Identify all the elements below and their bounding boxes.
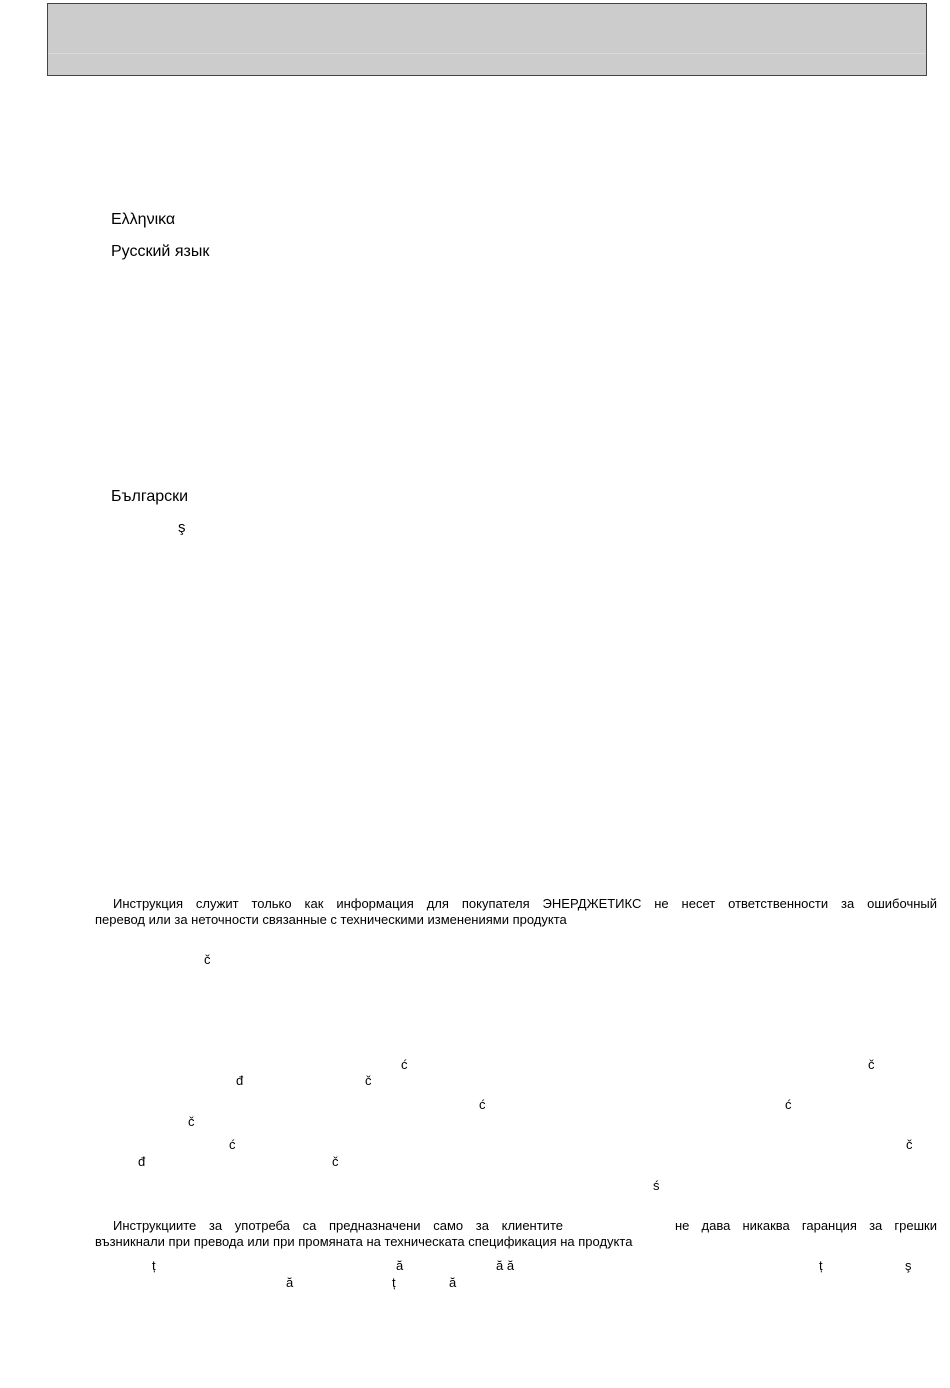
fragment-s-cedilla: ş	[905, 1258, 912, 1273]
fragment-t-comma: ț	[819, 1258, 823, 1273]
disclaimer-bulgarian-line1-start: Инструкциите за употреба са предназначени само за клиентите	[113, 1218, 563, 1233]
header-band	[47, 3, 927, 76]
fragment-t-comma: ț	[392, 1275, 396, 1290]
fragment-d-stroke: đ	[236, 1073, 244, 1088]
language-russian: Русский язык	[111, 243, 210, 260]
disclaimer-bulgarian-line1-end: не дава никаква гаранция за грешки	[675, 1218, 937, 1233]
fragment-t-comma: ț	[152, 1258, 156, 1273]
fragment-a-breve: ă	[396, 1258, 404, 1273]
fragment-a-breve: ă	[286, 1275, 294, 1290]
fragment-c-acute: ć	[401, 1057, 408, 1072]
disclaimer-bulgarian	[95, 1218, 937, 1250]
disclaimer-russian-line1: Инструкция служит только как информация для покупателя ЭНЕРДЖЕТИКС не несет ответственности за ошибочный	[113, 896, 937, 911]
fragment-c-caron: č	[332, 1154, 339, 1169]
fragment-c-caron: č	[868, 1057, 875, 1072]
fragment-c-acute: ć	[229, 1137, 236, 1152]
disclaimer-bulgarian-line2: възникнали при превода или при промяната на техническата спецификация на продукта	[95, 1234, 633, 1249]
fragment-c-caron: č	[204, 952, 211, 967]
fragment-s-cedilla: ş	[178, 519, 186, 536]
disclaimer-russian	[95, 896, 937, 928]
fragment-c-caron: č	[906, 1137, 913, 1152]
header-divider	[48, 53, 926, 54]
fragment-s-acute: ś	[653, 1178, 660, 1193]
fragment-c-acute: ć	[785, 1097, 792, 1112]
disclaimer-russian-line2: перевод или за неточности связанные с техническими изменениями продукта	[95, 912, 567, 927]
fragment-a-breve-pair: ă ă	[496, 1258, 515, 1273]
language-bulgarian: Български	[111, 488, 189, 505]
fragment-c-caron: č	[365, 1073, 372, 1088]
fragment-d-stroke: đ	[138, 1154, 146, 1169]
language-greek: Ελληνικα	[111, 211, 176, 228]
fragment-c-acute: ć	[479, 1097, 486, 1112]
fragment-a-breve: ă	[449, 1275, 457, 1290]
fragment-c-caron: č	[188, 1114, 195, 1129]
disclaimer-bulgarian-line1	[95, 1218, 937, 1234]
